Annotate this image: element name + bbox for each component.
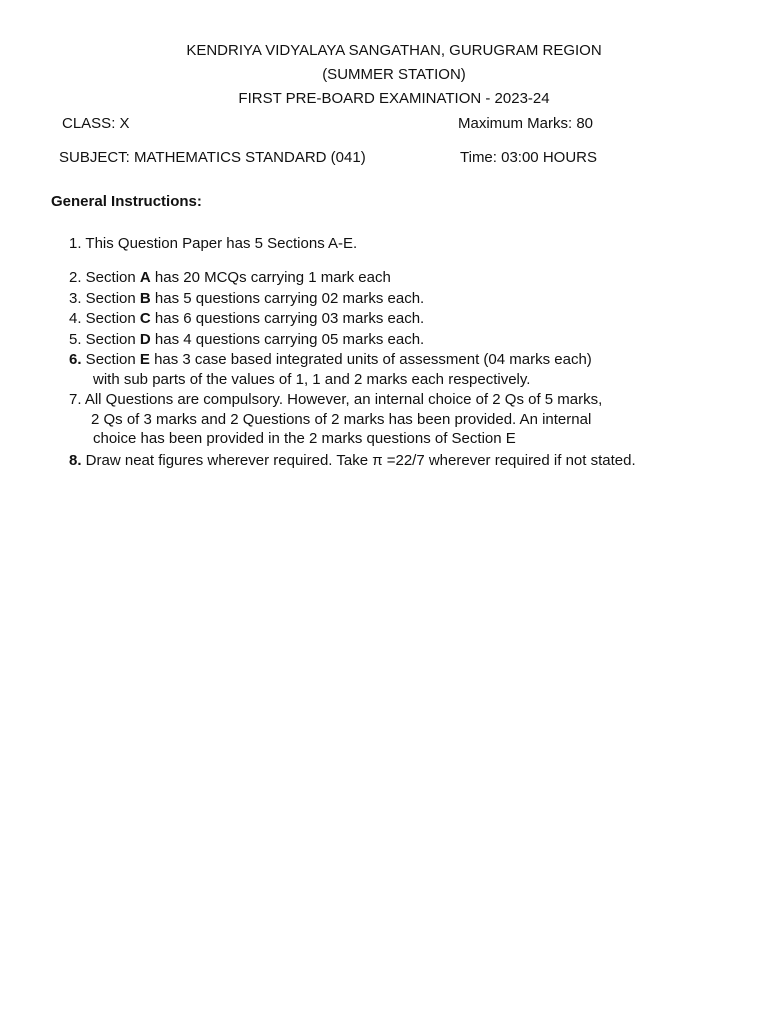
- instruction-6-continuation: with sub parts of the values of 1, 1 and 2 marks each respectively.: [93, 371, 531, 388]
- instruction-2-post: has 20 MCQs carrying 1 mark each: [150, 269, 391, 286]
- instruction-2: [69, 268, 391, 288]
- instruction-4: [69, 309, 424, 329]
- instruction-3: [69, 289, 424, 309]
- instruction-2-section: A: [139, 269, 151, 286]
- instruction-2-pre: 2. Section: [69, 269, 140, 286]
- instruction-8-number: 8.: [69, 452, 82, 469]
- instruction-8-text: Draw neat figures wherever required. Take π =22/7 wherever required if not stated.: [81, 452, 636, 469]
- general-instructions-heading: General Instructions:: [51, 193, 202, 210]
- instruction-5-section: D: [139, 331, 151, 348]
- instruction-4-post: has 6 questions carrying 03 marks each.: [150, 310, 425, 327]
- station-name: (SUMMER STATION): [322, 66, 466, 83]
- instruction-5-post: has 4 questions carrying 05 marks each.: [150, 331, 425, 348]
- instruction-8: [69, 451, 636, 471]
- instruction-1-text: 1. This Question Paper has 5 Sections A-E.: [69, 235, 358, 252]
- max-marks: Maximum Marks: 80: [458, 115, 594, 132]
- instruction-3-post: has 5 questions carrying 02 marks each.: [150, 290, 425, 307]
- instruction-5-pre: 5. Section: [69, 331, 140, 348]
- exam-title: FIRST PRE-BOARD EXAMINATION - 2023-24: [238, 90, 550, 107]
- time-label: Time: 03:00 HOURS: [460, 149, 597, 166]
- class-label: CLASS: X: [62, 115, 130, 132]
- instruction-7-line-3: choice has been provided in the 2 marks questions of Section E: [93, 430, 516, 447]
- instruction-6: [69, 350, 592, 370]
- instruction-3-section: B: [139, 290, 151, 307]
- instruction-4-pre: 4. Section: [69, 310, 140, 327]
- instruction-7-line-1: 7. All Questions are compulsory. However, an internal choice of 2 Qs of 5 marks,: [69, 391, 603, 408]
- instruction-6-section: E: [139, 351, 150, 368]
- instruction-7-line-2: 2 Qs of 3 marks and 2 Questions of 2 marks has been provided. An internal: [91, 411, 592, 428]
- instruction-6-pre: Section: [81, 351, 140, 368]
- instruction-3-pre: 3. Section: [69, 290, 140, 307]
- instruction-6-number: 6.: [69, 351, 82, 368]
- instruction-4-section: C: [139, 310, 151, 327]
- subject-label: SUBJECT: MATHEMATICS STANDARD (041): [59, 149, 366, 166]
- instruction-1: [69, 234, 357, 254]
- school-name: KENDRIYA VIDYALAYA SANGATHAN, GURUGRAM REGION: [186, 42, 602, 59]
- instruction-6-post: has 3 case based integrated units of assessment (04 marks each): [149, 351, 592, 368]
- instruction-5: [69, 330, 424, 350]
